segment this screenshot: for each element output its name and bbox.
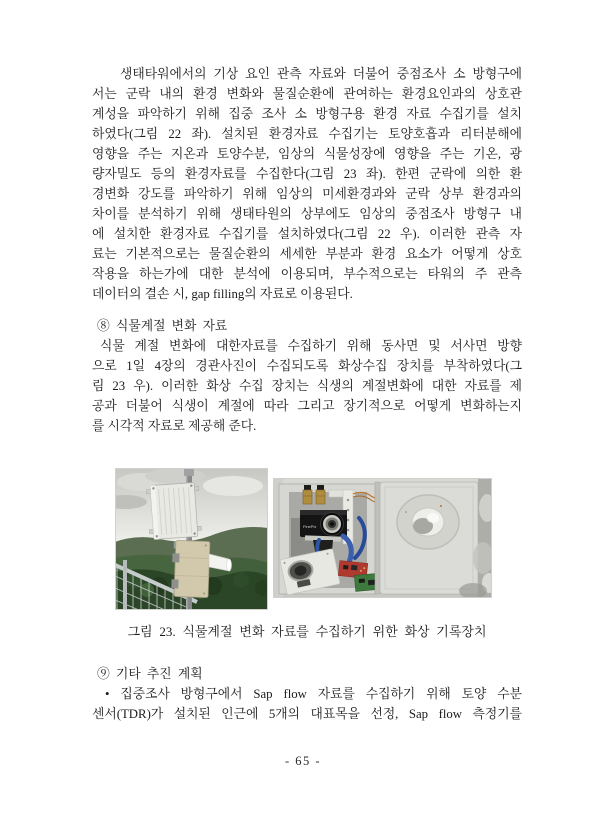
- text-line: 경변화 강도를 파악하기 위해 임상의 미세환경과와 군락 상부 환경과의: [92, 187, 522, 201]
- text-line: 료는 기본적으로는 물질순환의 세세한 부분과 환경 요소가 어떻게 상호: [92, 247, 522, 261]
- enclosure-door: [380, 482, 478, 594]
- fence-post: [123, 560, 127, 610]
- text-line: 데이터의 결손 시, gap filling의 자료로 이용된다.: [92, 287, 353, 301]
- upper-enclosure: [146, 482, 202, 539]
- text-line: 에 설치한 환경자료 수집기를 설치하였다(그림 22 우). 이러한 관측 자: [92, 227, 522, 241]
- section-8-body: [92, 336, 522, 436]
- text-line: 서는 군락 내의 환경 변화와 물질순환에 관여하는 환경요인과의 상호관: [92, 87, 522, 101]
- lower-enclosure: [171, 540, 210, 597]
- pole-cap: [184, 469, 194, 476]
- section-9-heading: ⑨ 기타 추진 계획: [97, 667, 203, 681]
- text-line: 센서(TDR)가 설치된 인근에 5개의 대표목을 선정, Sap flow 측정기를: [92, 707, 522, 721]
- section-9: [92, 664, 522, 724]
- text-line: 으로 1일 4장의 경관사진이 수집되도록 화상수집 장치를 부착하였다(그: [92, 359, 522, 373]
- text-line: 하였다(그림 22 좌). 설치된 환경자료 수집기는 토양호흡과 리터분해에: [92, 127, 522, 141]
- door-hinge: [375, 482, 380, 594]
- digital-camera: [300, 510, 347, 537]
- text-line: 차이를 분석하기 위해 생태타원의 상부에도 임상의 중점조사 방형구 내: [92, 207, 522, 221]
- intro-paragraph: [92, 64, 522, 304]
- text-line: • 집중조사 방형구에서 Sap flow 자료를 수집하기 위해 토양 수분: [105, 687, 522, 701]
- section-8-heading: ⑧ 식물계절 변화 자료: [97, 319, 228, 333]
- text-line: 를 시각적 자료로 제공해 준다.: [92, 419, 257, 433]
- section-8: [92, 316, 522, 436]
- text-line: 공과 더불어 식생이 계절에 따라 그리고 장기적으로 어떻게 변화하는지: [92, 399, 522, 413]
- text-line: 량자밀도 등의 환경자료를 수집한다(그림 23 좌). 한편 군락에 의한 환: [92, 167, 522, 181]
- text-line: 영향을 주는 지온과 토양수분, 임상의 식물성장에 영향을 주는 기온, 광: [92, 147, 522, 161]
- text-line: 림 23 우). 이러한 화상 수집 장치는 식생의 계절변화에 대한 자료를 제: [92, 379, 522, 393]
- figure23-right-photo: [273, 478, 492, 598]
- figure23-caption: 그림 23. 식물계절 변화 자료를 수집하기 위한 화상 기록장치: [127, 624, 487, 639]
- text-line: 작용을 하는가에 대한 분석에 이용되며, 부수적으로는 타워의 주 관측: [92, 267, 522, 281]
- camera-brand-label: FinePix: [303, 524, 317, 529]
- section-9-body: [92, 684, 522, 724]
- text-line: 식물 계절 변화에 대한자료를 수집하기 위해 동사면 및 서사면 방향: [100, 339, 522, 353]
- text-line: 계성을 파악하기 위해 집중 조사 소 방형구용 환경 자료 수집기를 설치: [92, 107, 522, 121]
- text-line: 생태타워에서의 기상 요인 관측 자료와 더불어 중점조사 소 방형구에: [120, 67, 522, 81]
- page-number: - 65 -: [284, 754, 322, 768]
- figure23-left-photo: [115, 468, 268, 610]
